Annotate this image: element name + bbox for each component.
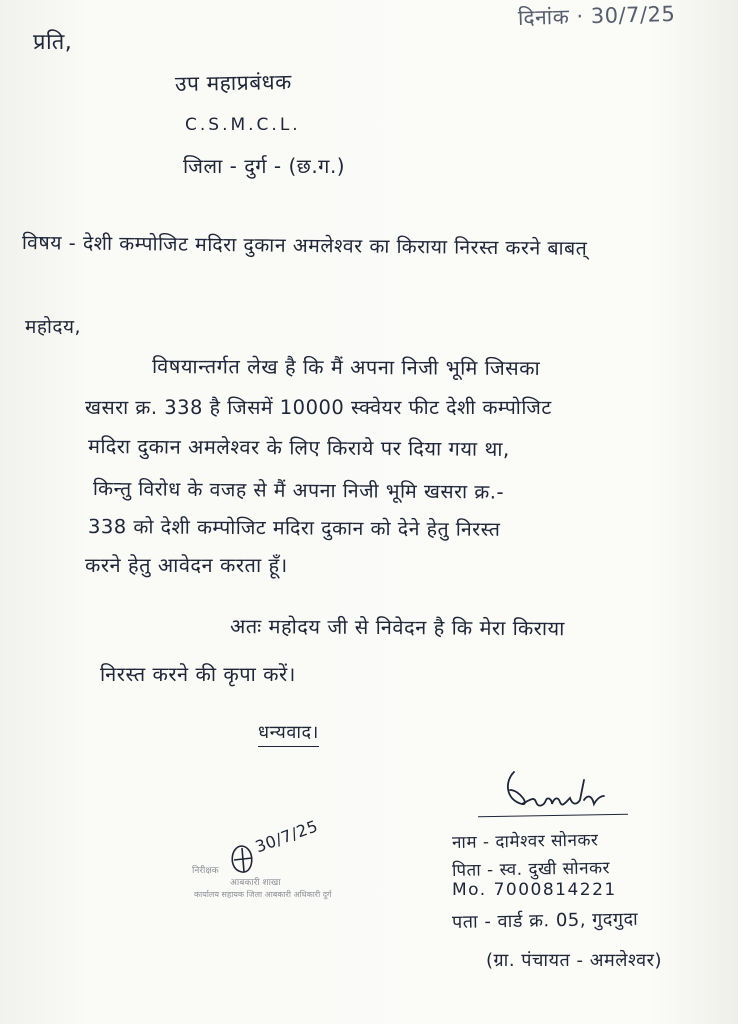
salutation-to: प्रति, (33, 30, 73, 55)
greeting: महोदय, (25, 316, 82, 338)
request-line: अतः महोदय जी से निवेदन है कि मेरा किराया (229, 614, 565, 641)
sender-name: नाम - दामेश्वर सोनकर (451, 830, 599, 853)
body-line: करने हेतु आवेदन करता हूँ। (85, 553, 288, 577)
subject-line: विषय - देशी कम्पोजिट मदिरा दुकान अमलेश्वर का किराया निरस्त करने बाबत् (21, 231, 588, 260)
letter-date: दिनांक · 30/7/25 (517, 1, 676, 30)
stamp-line: कार्यालय सहायक जिला आबकारी अधिकारी दुर्ग (194, 890, 332, 899)
body-line: 338 को देशी कम्पोजिट मदिरा दुकान को देने हेतु निरस्त (87, 515, 501, 541)
body-line: खसरा क्र. 338 है जिसमें 10000 स्क्वेयर फीट देशी कम्पोजिट (85, 396, 552, 419)
request-line: निरस्त करने की कृपा करें। (100, 662, 296, 686)
stamp-line: आबकारी शाखा (230, 878, 281, 888)
sender-address: पता - वार्ड क्र. 05, गुदगुदा (451, 908, 639, 933)
receiving-date: 30/7/25 (252, 816, 321, 857)
sender-father: पिता - स्व. दुखी सोनकर (451, 858, 611, 881)
signature-mark (500, 760, 620, 820)
closing-thanks: धन्यवाद। (258, 720, 319, 747)
body-line: किन्तु विरोध के वजह से मैं अपना निजी भूमि खसरा क्र.- (92, 477, 505, 504)
body-line: विषयान्तर्गत लेख है कि मैं अपना निजी भूमि जिसका (151, 354, 541, 381)
recipient-org: C.S.M.C.L. (185, 115, 301, 135)
office-stamp (190, 845, 370, 905)
recipient-designation: उप महाप्रबंधक (174, 69, 292, 96)
sender-mobile: Mo. 7000814221 (452, 880, 617, 900)
body-line: मदिरा दुकान अमलेश्वर के लिए किराये पर दिया गया था, (87, 434, 510, 461)
recipient-district: जिला - दुर्ग - (छ.ग.) (183, 154, 346, 178)
stamp-line: निरीक्षक (192, 866, 219, 876)
sender-address-village: (ग्रा. पंचायत - अमलेश्वर) (486, 950, 662, 971)
